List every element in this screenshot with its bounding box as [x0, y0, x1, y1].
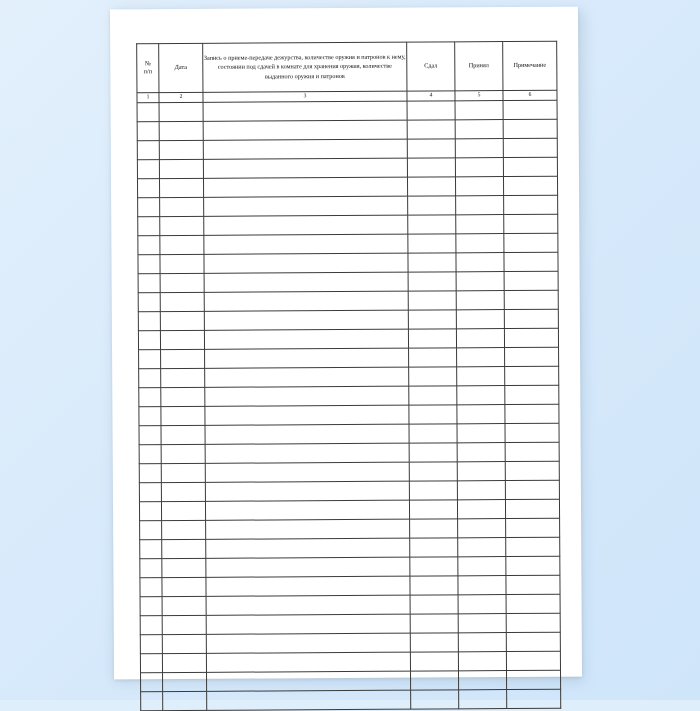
header-row — [137, 41, 557, 93]
table-cell[interactable] — [159, 178, 203, 197]
table-cell[interactable] — [207, 671, 411, 691]
table-cell[interactable] — [160, 273, 204, 292]
table-cell[interactable] — [506, 518, 560, 537]
table-cell[interactable] — [505, 461, 559, 480]
column-header-date: Дата — [159, 43, 203, 92]
table-row[interactable] — [138, 290, 558, 312]
column-header-number-line2: п/п — [143, 68, 153, 76]
table-cell[interactable] — [137, 141, 159, 160]
table-cell[interactable] — [455, 120, 503, 139]
table-cell[interactable] — [139, 464, 161, 483]
table-cell[interactable] — [162, 653, 206, 672]
table-cell[interactable] — [504, 271, 558, 290]
table-row[interactable] — [137, 119, 557, 141]
table-cell[interactable] — [506, 537, 560, 556]
table-row[interactable] — [138, 309, 558, 331]
table-cell[interactable] — [138, 255, 160, 274]
column-number-3: 3 — [203, 91, 407, 102]
table-cell[interactable] — [137, 103, 159, 122]
table-cell[interactable] — [456, 234, 504, 253]
table-row[interactable] — [140, 613, 560, 635]
column-header-description: Запись о приеме-передаче дежурства, количестве оружия и патронов к нему, состоянии под сдачей в комнате для хранения оружия, количестве выданного оружия и патронов — [203, 42, 407, 92]
table-cell[interactable] — [503, 100, 557, 119]
table-cell[interactable] — [503, 176, 557, 195]
table-cell[interactable] — [408, 196, 456, 215]
table-row[interactable] — [137, 157, 557, 179]
column-number-1: 1 — [137, 93, 159, 103]
table-row[interactable] — [139, 499, 559, 521]
table-cell[interactable] — [408, 234, 456, 253]
table-row[interactable] — [137, 176, 557, 198]
table-cell[interactable] — [507, 670, 561, 689]
table-cell[interactable] — [507, 689, 561, 708]
table-cell[interactable] — [206, 652, 410, 672]
table-cell[interactable] — [160, 292, 204, 311]
table-cell[interactable] — [206, 576, 410, 596]
table-cell[interactable] — [408, 310, 456, 329]
table-cell[interactable] — [506, 556, 560, 575]
table-row[interactable] — [140, 594, 560, 616]
table-cell[interactable] — [203, 101, 407, 121]
table-cell[interactable] — [458, 633, 506, 652]
table-cell[interactable] — [455, 101, 503, 120]
table-row[interactable] — [139, 404, 559, 426]
table-cell[interactable] — [205, 405, 409, 425]
table-cell[interactable] — [504, 214, 558, 233]
table-cell[interactable] — [506, 575, 560, 594]
table-cell[interactable] — [162, 520, 206, 539]
table-cell[interactable] — [207, 690, 411, 710]
table-cell[interactable] — [409, 443, 457, 462]
table-cell[interactable] — [204, 196, 408, 216]
table-cell[interactable] — [160, 330, 204, 349]
table-cell[interactable] — [455, 158, 503, 177]
table-cell[interactable] — [410, 652, 458, 671]
table-cell[interactable] — [139, 426, 161, 445]
table-cell[interactable] — [459, 671, 507, 690]
table-cell[interactable] — [160, 197, 204, 216]
table-cell[interactable] — [139, 483, 161, 502]
table-cell[interactable] — [410, 633, 458, 652]
table-row[interactable] — [140, 537, 560, 559]
table-cell[interactable] — [138, 236, 160, 255]
table-cell[interactable] — [161, 349, 205, 368]
table-row[interactable] — [138, 214, 558, 236]
table-cell[interactable] — [505, 499, 559, 518]
table-cell[interactable] — [504, 290, 558, 309]
column-number-4: 4 — [407, 91, 455, 101]
column-header-number-line1: № — [144, 60, 151, 68]
table-cell[interactable] — [459, 690, 507, 709]
table-cell[interactable] — [504, 195, 558, 214]
table-row[interactable] — [137, 100, 557, 122]
table-cell[interactable] — [203, 158, 407, 178]
table-cell[interactable] — [503, 138, 557, 157]
table-row[interactable] — [140, 632, 560, 654]
table-cell[interactable] — [161, 482, 205, 501]
table-cell[interactable] — [160, 311, 204, 330]
table-row[interactable] — [138, 328, 558, 350]
table-row[interactable] — [140, 575, 560, 597]
table-cell[interactable] — [455, 177, 503, 196]
table-cell[interactable] — [410, 538, 458, 557]
table-cell[interactable] — [161, 444, 205, 463]
table-row[interactable] — [140, 651, 560, 673]
table-cell[interactable] — [160, 254, 204, 273]
table-cell[interactable] — [137, 179, 159, 198]
journal-table — [136, 41, 561, 711]
table-cell[interactable] — [204, 215, 408, 235]
column-number-2: 2 — [159, 92, 203, 102]
table-cell[interactable] — [204, 234, 408, 254]
table-cell[interactable] — [140, 540, 162, 559]
table-cell[interactable] — [456, 196, 504, 215]
table-cell[interactable] — [139, 502, 161, 521]
table-cell[interactable] — [161, 368, 205, 387]
table-cell[interactable] — [140, 635, 162, 654]
table-cell[interactable] — [458, 538, 506, 557]
table-cell[interactable] — [458, 614, 506, 633]
table-row[interactable] — [139, 423, 559, 445]
table-cell[interactable] — [139, 350, 161, 369]
table-cell[interactable] — [410, 557, 458, 576]
table-cell[interactable] — [410, 614, 458, 633]
column-number-6: 6 — [503, 90, 557, 100]
table-cell[interactable] — [455, 139, 503, 158]
table-cell[interactable] — [159, 159, 203, 178]
column-header-handed-over: Сдал — [407, 42, 455, 91]
table-cell[interactable] — [457, 424, 505, 443]
table-cell[interactable] — [140, 616, 162, 635]
table-cell[interactable] — [408, 272, 456, 291]
page-content-area — [136, 41, 560, 654]
table-cell[interactable] — [159, 140, 203, 159]
table-cell[interactable] — [206, 595, 410, 615]
column-header-note: Примечание — [503, 41, 557, 90]
table-cell[interactable] — [160, 216, 204, 235]
table-cell[interactable] — [206, 557, 410, 577]
table-cell[interactable] — [205, 462, 409, 482]
table-cell[interactable] — [161, 501, 205, 520]
table-cell[interactable] — [409, 386, 457, 405]
table-cell[interactable] — [458, 519, 506, 538]
table-cell[interactable] — [162, 596, 206, 615]
table-row[interactable] — [138, 195, 558, 217]
table-cell[interactable] — [141, 692, 163, 711]
table-cell[interactable] — [504, 309, 558, 328]
table-cell[interactable] — [161, 387, 205, 406]
table-cell[interactable] — [505, 442, 559, 461]
table-cell[interactable] — [159, 102, 203, 121]
table-row[interactable] — [139, 461, 559, 483]
table-cell[interactable] — [204, 291, 408, 311]
table-row[interactable] — [139, 480, 559, 502]
table-cell[interactable] — [162, 558, 206, 577]
table-cell[interactable] — [410, 576, 458, 595]
table-cell[interactable] — [457, 405, 505, 424]
table-cell[interactable] — [505, 423, 559, 442]
table-cell[interactable] — [161, 406, 205, 425]
table-cell[interactable] — [410, 595, 458, 614]
table-cell[interactable] — [408, 291, 456, 310]
table-cell[interactable] — [505, 347, 559, 366]
table-cell[interactable] — [505, 385, 559, 404]
table-body — [137, 90, 561, 711]
table-row[interactable] — [138, 233, 558, 255]
table-row[interactable] — [139, 442, 559, 464]
table-cell[interactable] — [162, 634, 206, 653]
table-row[interactable] — [139, 385, 559, 407]
table-cell[interactable] — [161, 425, 205, 444]
column-header-accepted: Принял — [455, 42, 503, 91]
table-cell[interactable] — [205, 386, 409, 406]
column-header-number — [137, 44, 159, 93]
table-cell[interactable] — [140, 654, 162, 673]
table-cell[interactable] — [205, 443, 409, 463]
table-cell[interactable] — [141, 673, 163, 692]
table-cell[interactable] — [138, 331, 160, 350]
table-cell[interactable] — [505, 480, 559, 499]
table-cell[interactable] — [457, 348, 505, 367]
table-cell[interactable] — [458, 595, 506, 614]
table-cell[interactable] — [206, 519, 410, 539]
table-cell[interactable] — [140, 597, 162, 616]
table-cell[interactable] — [411, 671, 459, 690]
table-cell[interactable] — [506, 613, 560, 632]
table-cell[interactable] — [205, 348, 409, 368]
table-cell[interactable] — [407, 158, 455, 177]
table-row[interactable] — [138, 271, 558, 293]
table-cell[interactable] — [204, 329, 408, 349]
table-cell[interactable] — [457, 462, 505, 481]
table-cell[interactable] — [409, 405, 457, 424]
table-cell[interactable] — [456, 310, 504, 329]
table-cell[interactable] — [506, 594, 560, 613]
table-cell[interactable] — [139, 369, 161, 388]
table-cell[interactable] — [504, 328, 558, 347]
table-cell[interactable] — [409, 500, 457, 519]
table-cell[interactable] — [161, 463, 205, 482]
table-cell[interactable] — [456, 291, 504, 310]
table-cell[interactable] — [457, 386, 505, 405]
table-cell[interactable] — [162, 615, 206, 634]
table-cell[interactable] — [203, 139, 407, 159]
table-cell[interactable] — [160, 235, 204, 254]
table-cell[interactable] — [204, 310, 408, 330]
table-cell[interactable] — [408, 329, 456, 348]
table-cell[interactable] — [163, 672, 207, 691]
table-cell[interactable] — [505, 366, 559, 385]
table-cell[interactable] — [503, 119, 557, 138]
table-cell[interactable] — [409, 367, 457, 386]
table-cell[interactable] — [205, 500, 409, 520]
table-cell[interactable] — [503, 157, 557, 176]
table-cell[interactable] — [407, 139, 455, 158]
table-cell[interactable] — [408, 215, 456, 234]
table-cell[interactable] — [409, 481, 457, 500]
table-cell[interactable] — [205, 367, 409, 387]
table-cell[interactable] — [409, 462, 457, 481]
table-cell[interactable] — [204, 253, 408, 273]
table-cell[interactable] — [408, 253, 456, 272]
table-cell[interactable] — [457, 500, 505, 519]
table-cell[interactable] — [409, 348, 457, 367]
table-cell[interactable] — [505, 404, 559, 423]
table-cell[interactable] — [457, 443, 505, 462]
table-cell[interactable] — [205, 481, 409, 501]
table-cell[interactable] — [138, 217, 160, 236]
table-cell[interactable] — [139, 445, 161, 464]
table-cell[interactable] — [407, 120, 455, 139]
table-cell[interactable] — [140, 578, 162, 597]
table-cell[interactable] — [504, 252, 558, 271]
table-cell[interactable] — [506, 632, 560, 651]
table-row[interactable] — [138, 252, 558, 274]
table-cell[interactable] — [457, 481, 505, 500]
table-cell[interactable] — [162, 577, 206, 596]
table-cell[interactable] — [203, 120, 407, 140]
table-cell[interactable] — [138, 198, 160, 217]
table-cell[interactable] — [137, 160, 159, 179]
table-cell[interactable] — [458, 652, 506, 671]
table-cell[interactable] — [204, 272, 408, 292]
table-cell[interactable] — [139, 388, 161, 407]
table-cell[interactable] — [140, 521, 162, 540]
table-cell[interactable] — [206, 614, 410, 634]
table-cell[interactable] — [411, 690, 459, 709]
table-cell[interactable] — [407, 101, 455, 120]
table-cell[interactable] — [456, 329, 504, 348]
table-cell[interactable] — [159, 121, 203, 140]
table-cell[interactable] — [138, 312, 160, 331]
table-cell[interactable] — [409, 424, 457, 443]
table-cell[interactable] — [137, 122, 159, 141]
column-number-5: 5 — [455, 91, 503, 101]
table-cell[interactable] — [407, 177, 455, 196]
table-cell[interactable] — [456, 215, 504, 234]
table-cell[interactable] — [162, 539, 206, 558]
table-cell[interactable] — [205, 424, 409, 444]
table-cell[interactable] — [203, 177, 407, 197]
table-row[interactable] — [139, 347, 559, 369]
table-cell[interactable] — [163, 691, 207, 710]
table-cell[interactable] — [456, 272, 504, 291]
table-row[interactable] — [137, 138, 557, 160]
table-cell[interactable] — [206, 538, 410, 558]
table-cell[interactable] — [504, 233, 558, 252]
table-row[interactable] — [141, 670, 561, 692]
table-row[interactable] — [139, 366, 559, 388]
table-cell[interactable] — [138, 274, 160, 293]
table-cell[interactable] — [206, 633, 410, 653]
table-cell[interactable] — [138, 293, 160, 312]
table-cell[interactable] — [458, 576, 506, 595]
document-page — [110, 7, 582, 680]
table-cell[interactable] — [410, 519, 458, 538]
table-cell[interactable] — [506, 651, 560, 670]
table-cell[interactable] — [458, 557, 506, 576]
table-row[interactable] — [140, 518, 560, 540]
table-cell[interactable] — [139, 407, 161, 426]
table-cell[interactable] — [457, 367, 505, 386]
table-cell[interactable] — [140, 559, 162, 578]
table-cell[interactable] — [456, 253, 504, 272]
table-header — [137, 41, 557, 93]
table-row[interactable] — [140, 556, 560, 578]
